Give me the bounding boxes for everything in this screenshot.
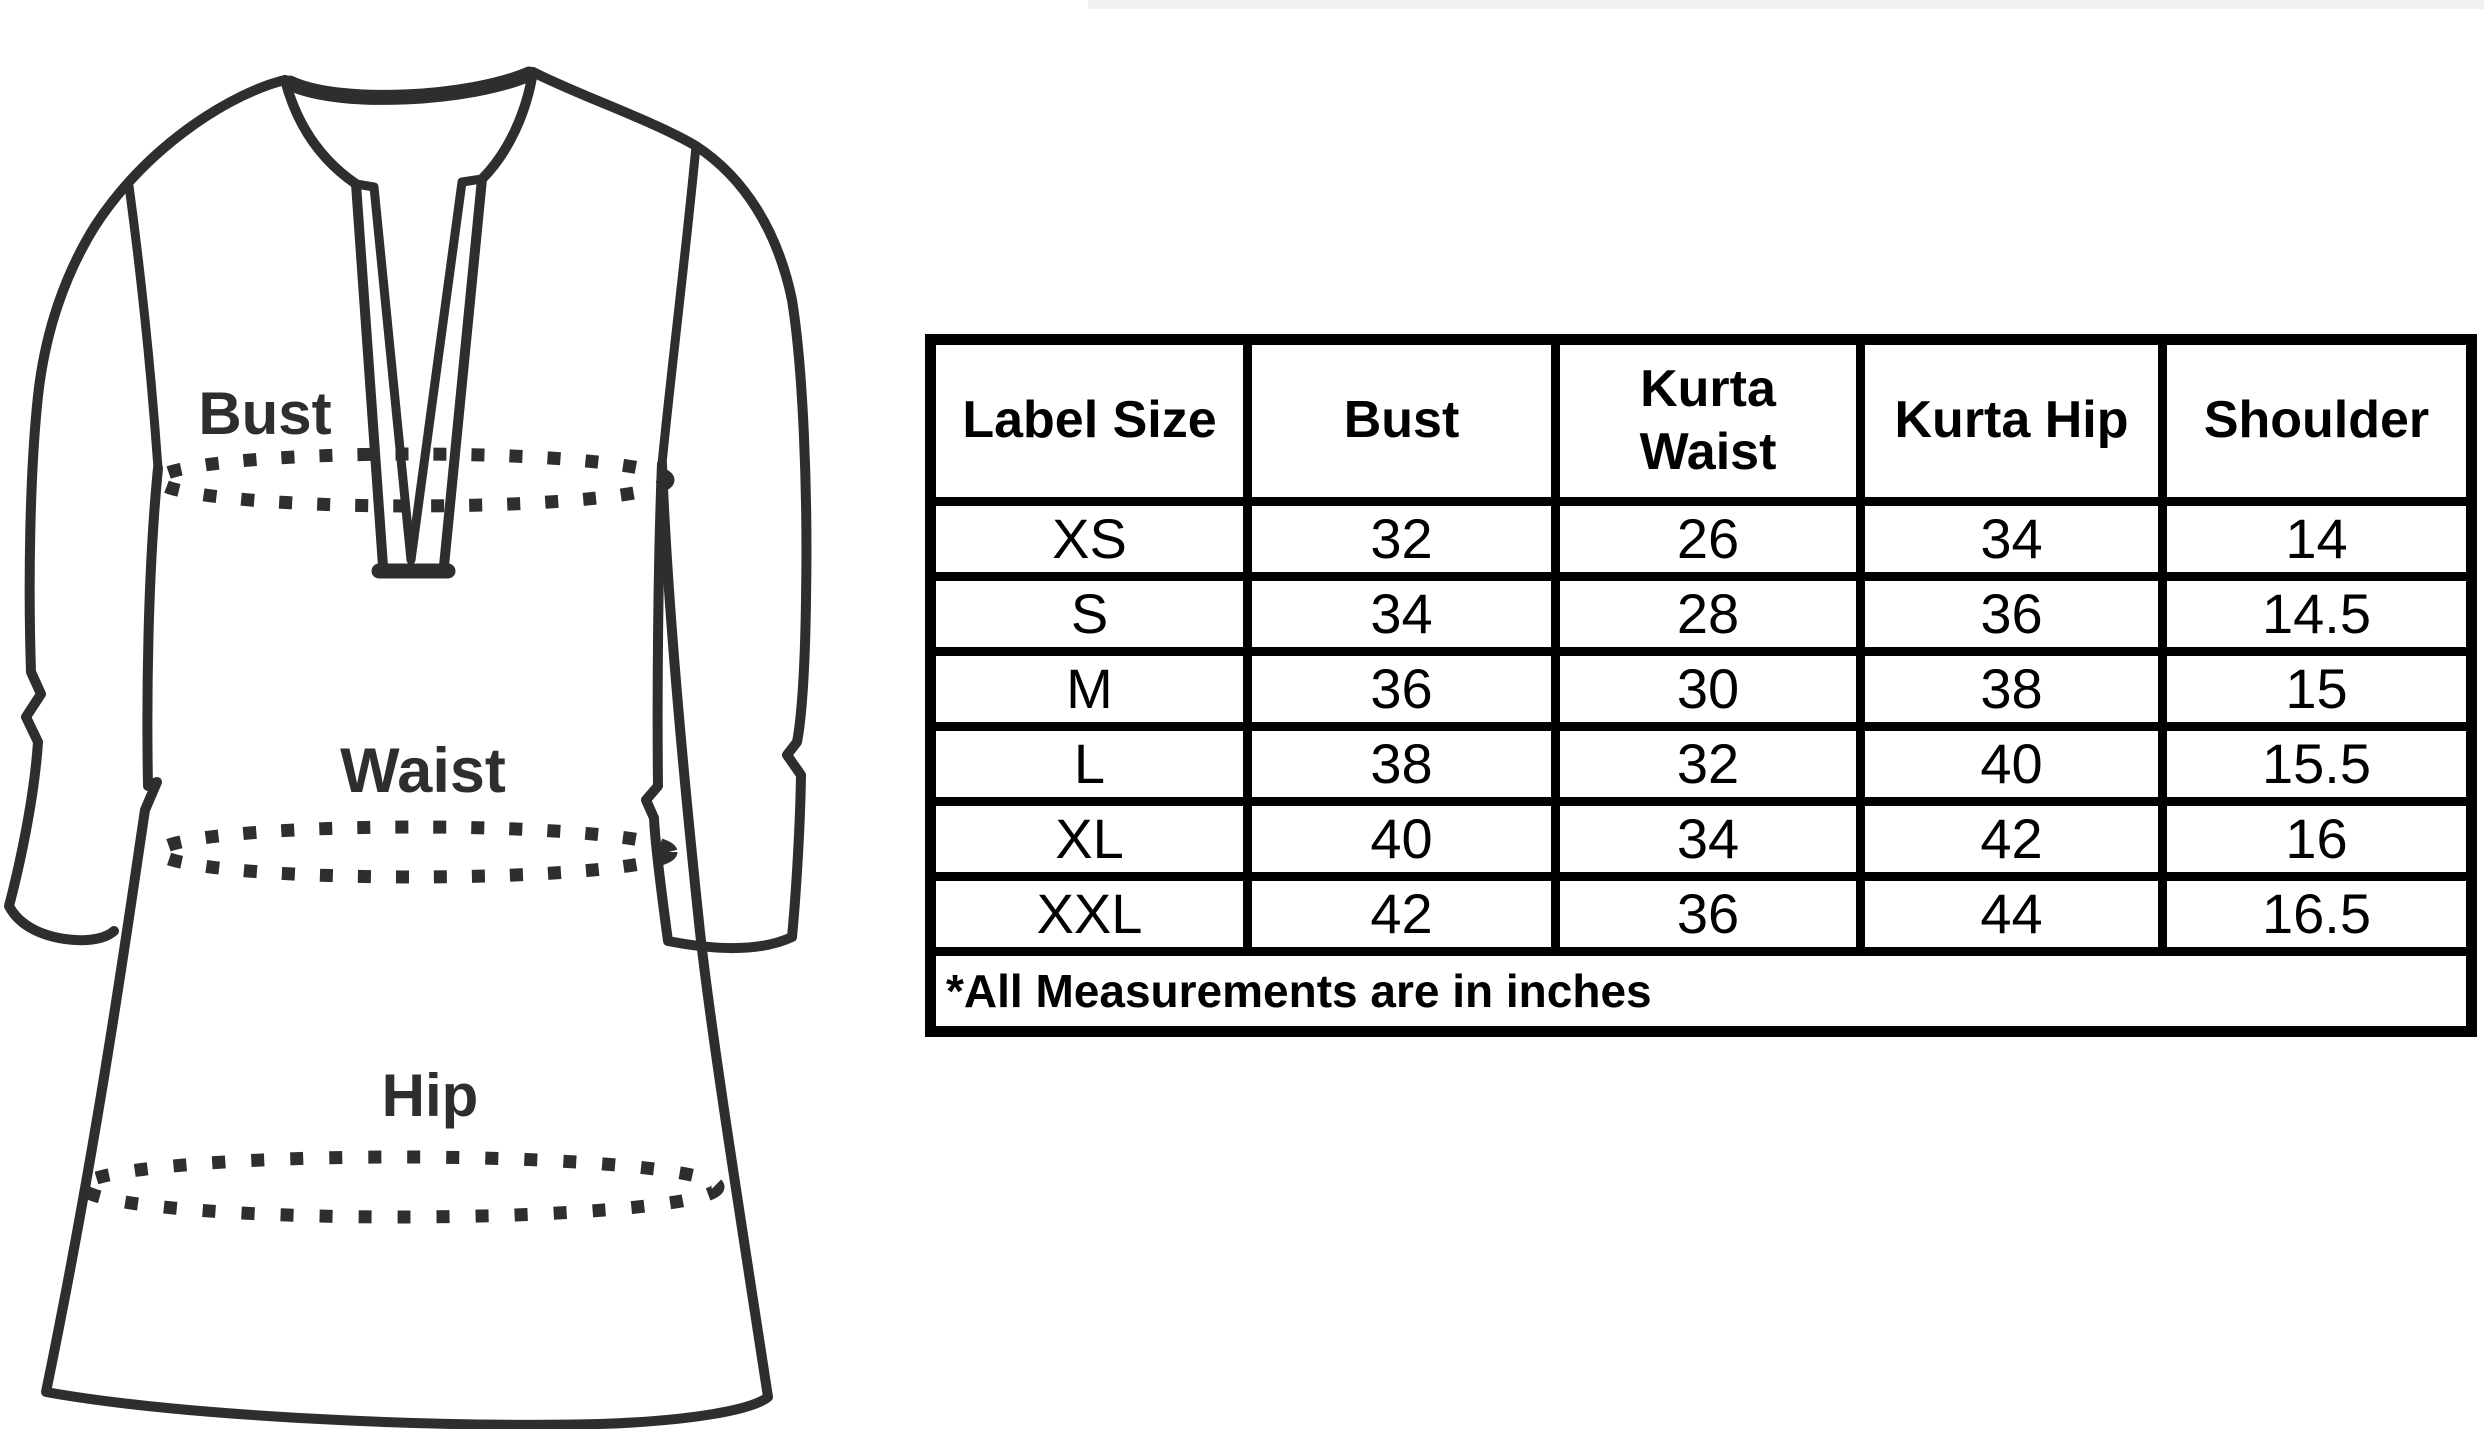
cell-kurta-waist: 30 xyxy=(1556,652,1861,727)
cell-kurta-waist: 28 xyxy=(1556,577,1861,652)
bust-label: Bust xyxy=(198,380,332,447)
size-chart-table-container xyxy=(925,334,2466,1037)
table-row-xl xyxy=(931,802,2472,877)
neck-band xyxy=(290,74,529,97)
table-row-l xyxy=(931,727,2472,802)
cell-shoulder: 15 xyxy=(2163,652,2472,727)
cell-shoulder: 16.5 xyxy=(2163,877,2472,952)
cell-kurta-waist: 26 xyxy=(1556,502,1861,577)
cell-kurta-hip: 42 xyxy=(1861,802,2163,877)
cell-bust: 42 xyxy=(1248,877,1556,952)
cell-kurta-hip: 36 xyxy=(1861,577,2163,652)
cell-kurta-waist: 32 xyxy=(1556,727,1861,802)
cell-size: XS xyxy=(931,502,1248,577)
header-cell-bust: Bust xyxy=(1248,340,1556,502)
bust-measure-dotted-line xyxy=(158,454,668,506)
footnote-row xyxy=(931,952,2472,1032)
hip-label: Hip xyxy=(381,1062,479,1129)
waist-measure-dotted-line xyxy=(159,827,671,877)
cell-kurta-hip: 34 xyxy=(1861,502,2163,577)
cell-shoulder: 16 xyxy=(2163,802,2472,877)
cell-size: XXL xyxy=(931,877,1248,952)
cell-size: XL xyxy=(931,802,1248,877)
cell-kurta-waist: 34 xyxy=(1556,802,1861,877)
cell-kurta-waist: 36 xyxy=(1556,877,1861,952)
header-cell-label-size: Label Size xyxy=(931,340,1248,502)
cell-shoulder: 14 xyxy=(2163,502,2472,577)
kurta-measurement-diagram xyxy=(0,0,830,1429)
cell-size: L xyxy=(931,727,1248,802)
hip-measure-dotted-line xyxy=(82,1157,718,1217)
diagram-labels xyxy=(198,380,506,1129)
right-sleeve-outline xyxy=(533,72,806,948)
measurements-footnote: *All Measurements are in inches xyxy=(931,952,2472,1032)
cell-bust: 38 xyxy=(1248,727,1556,802)
cell-shoulder: 15.5 xyxy=(2163,727,2472,802)
cell-size: M xyxy=(931,652,1248,727)
cell-bust: 34 xyxy=(1248,577,1556,652)
table-row-xxl xyxy=(931,877,2472,952)
cell-kurta-hip: 38 xyxy=(1861,652,2163,727)
top-edge-strip xyxy=(1088,0,2484,9)
cell-shoulder: 14.5 xyxy=(2163,577,2472,652)
right-armhole-seam xyxy=(662,146,696,464)
cell-kurta-hip: 44 xyxy=(1861,877,2163,952)
header-cell-kurta-hip: Kurta Hip xyxy=(1861,340,2163,502)
header-row xyxy=(931,340,2472,502)
header-cell-kurta-waist-text: Kurta Waist xyxy=(1639,359,1777,481)
cell-bust: 32 xyxy=(1248,502,1556,577)
header-cell-shoulder: Shoulder xyxy=(2163,340,2472,502)
header-cell-kurta-waist xyxy=(1556,340,1861,502)
cell-bust: 40 xyxy=(1248,802,1556,877)
table-row-m xyxy=(931,652,2472,727)
size-chart-table xyxy=(925,334,2477,1037)
left-armhole-seam xyxy=(129,186,158,468)
table-row-xs xyxy=(931,502,2472,577)
cell-bust: 36 xyxy=(1248,652,1556,727)
waist-label: Waist xyxy=(340,736,506,806)
cell-size: S xyxy=(931,577,1248,652)
cell-kurta-hip: 40 xyxy=(1861,727,2163,802)
table-row-s xyxy=(931,577,2472,652)
